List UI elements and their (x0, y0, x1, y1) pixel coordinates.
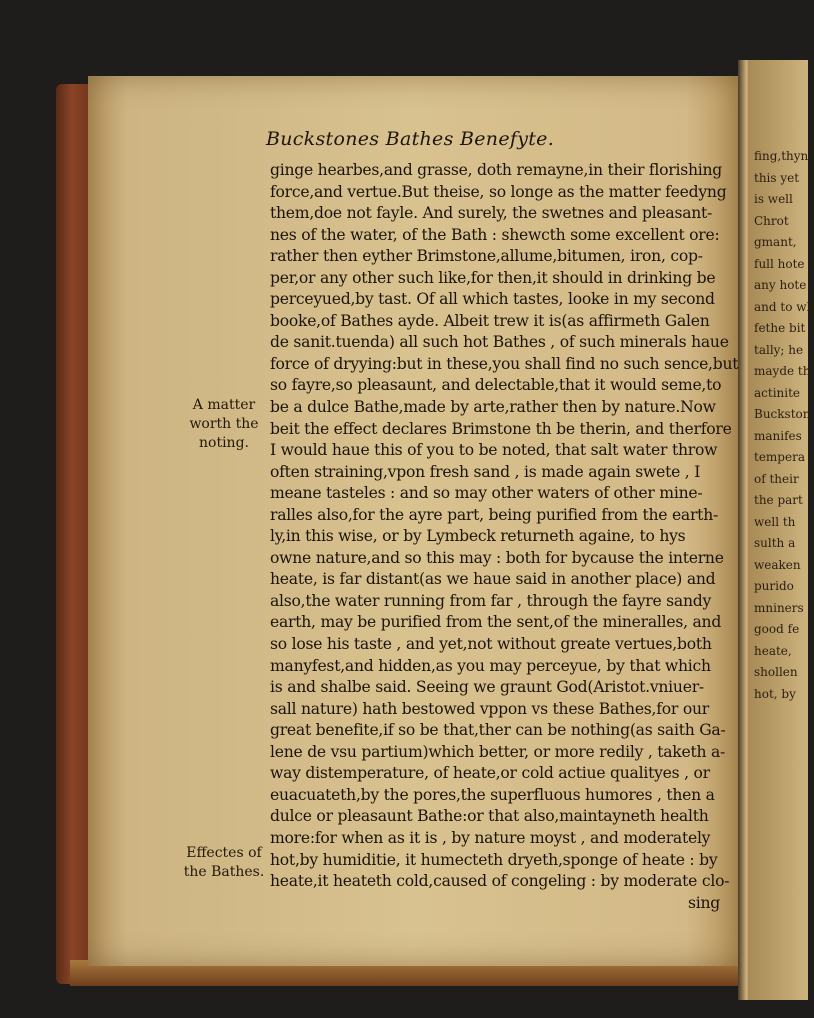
margin-note-line: A matter (192, 397, 256, 413)
facing-line: tempera (754, 450, 805, 464)
text-line: ly,in this wise, or by Lymbeck returneth againe, to hys (270, 527, 686, 546)
facing-line: fethe bit (754, 321, 806, 335)
facing-line: actinite (754, 385, 801, 400)
text-line: hot,by humiditie, it humecteth dryeth,sponge of heate : by (270, 850, 718, 869)
text-line: beit the effect declares Brimstone th be therin, and therfore (270, 419, 732, 438)
text-line: great benefite,if so be that,ther can be nothing(as saith Ga- (270, 721, 726, 740)
text-line: lene de vsu partium)which better, or more redily , taketh a- (270, 742, 726, 761)
text-line: heate,it heateth cold,caused of congeling : by moderate clo- (270, 872, 730, 891)
facing-line: Buckston (754, 407, 811, 421)
text-line: ginge hearbes,and grasse, doth remayne,in their florishing (270, 161, 723, 179)
text-line: owne nature,and so this may : both for bycause the interne (270, 548, 724, 567)
text-line: sall nature) hath bestowed vppon vs these Bathes,for our (270, 699, 709, 718)
text-line: I would haue this of you to be noted, that salt water throw (270, 441, 718, 460)
facing-line: sulth a (754, 536, 796, 550)
facing-line: and to wh (754, 299, 814, 314)
text-line: rather then eyther Brimstone,allume,bitumen, iron, cop- (270, 247, 703, 266)
text-line: so fayre,so pleasaunt, and delectable,that it would seme,to (270, 376, 722, 395)
facing-line: purido (754, 579, 794, 593)
text-line: per,or any other such like,for then,it should in drinking be (270, 268, 716, 287)
text-line: manyfest,and hidden,as you may perceyue, by that which (270, 656, 711, 675)
running-head: Buckstones Bathes Benefyte. (265, 128, 555, 150)
facing-line: tally; he (754, 342, 804, 357)
text-line: perceyued,by tast. Of all which tastes, looke in my second (270, 290, 715, 309)
facing-line: full hote (754, 256, 805, 271)
text-line: de sanit.tuenda) all such hot Bathes , of such minerals haue (270, 333, 729, 352)
text-line: force,and vertue.But theise, so longe as the matter feedyng (270, 182, 727, 201)
body-text (270, 160, 740, 914)
facing-page (748, 60, 814, 1000)
margin-note-effectes-of-bathes (176, 844, 272, 882)
catchword: sing (687, 893, 720, 912)
margin-note-line: worth the (189, 416, 259, 432)
text-line: also,the water running from far , through the fayre sandy (270, 591, 712, 610)
facing-line: well th (754, 514, 796, 529)
facing-line: heate, (754, 643, 792, 658)
text-line: force of dryying:but in these,you shall find no such sence,but (270, 354, 739, 373)
facing-line: any hote (754, 278, 807, 292)
facing-line: weaken (754, 557, 801, 572)
text-line: them,doe not fayle. And surely, the swetnes and pleasant- (270, 204, 713, 223)
text-line: is and shalbe said. Seeing we graunt God(Aristot.vniuer- (270, 678, 704, 697)
text-line: so lose his taste , and yet,not without greate vertues,both (270, 635, 712, 654)
margin-note-line: noting. (199, 435, 249, 451)
facing-line: of their (754, 471, 799, 486)
margin-note-line: the Bathes. (183, 864, 265, 880)
text-line: nes of the water, of the Bath : shewcth some excellent ore: (270, 225, 720, 244)
text-line: meane tasteles : and so may other waters of other mine- (270, 484, 703, 503)
text-line: booke,of Bathes ayde. Albeit trew it is(as affirmeth Galen (270, 311, 710, 330)
facing-line: is well (754, 192, 793, 206)
facing-line: Chrot (754, 213, 789, 228)
margin-note-matter-worth-noting (176, 396, 272, 453)
text-line: heate, is far distant(as we haue said in another place) and (270, 570, 716, 589)
text-line: euacuateth,by the pores,the superfluous humores , then a (270, 785, 715, 804)
facing-line: manifes (754, 428, 802, 443)
facing-line: mniners (754, 600, 804, 615)
facing-line: mayde th (754, 364, 811, 378)
text-line: often straining,vpon fresh sand , is made again swete , I (270, 462, 701, 481)
text-line: be a dulce Bathe,made by arte,rather then by nature.Now (270, 398, 716, 417)
facing-line: gmant, (754, 235, 797, 249)
text-line: way distemperature, of heate,or cold actiue qualityes , or (270, 764, 710, 783)
margin-note-line: Effectes of (186, 845, 262, 861)
text-line: more:for when as it is , by nature moyst , and moderately (270, 828, 711, 847)
facing-line: good fe (754, 622, 800, 636)
facing-line: shollen (754, 665, 798, 679)
text-line: ralles also,for the ayre part, being purified from the earth- (270, 505, 719, 524)
facing-line: the part (754, 493, 803, 507)
text-line: dulce or pleasaunt Bathe:or that also,maintayneth health (270, 807, 709, 826)
facing-line: this yet (754, 170, 800, 185)
facing-page-lines (748, 146, 814, 705)
facing-line: hot, by (754, 686, 796, 701)
text-line: earth, may be purified from the sent,of the mineralles, and (270, 613, 722, 632)
facing-line: fing,thyn (754, 149, 809, 163)
